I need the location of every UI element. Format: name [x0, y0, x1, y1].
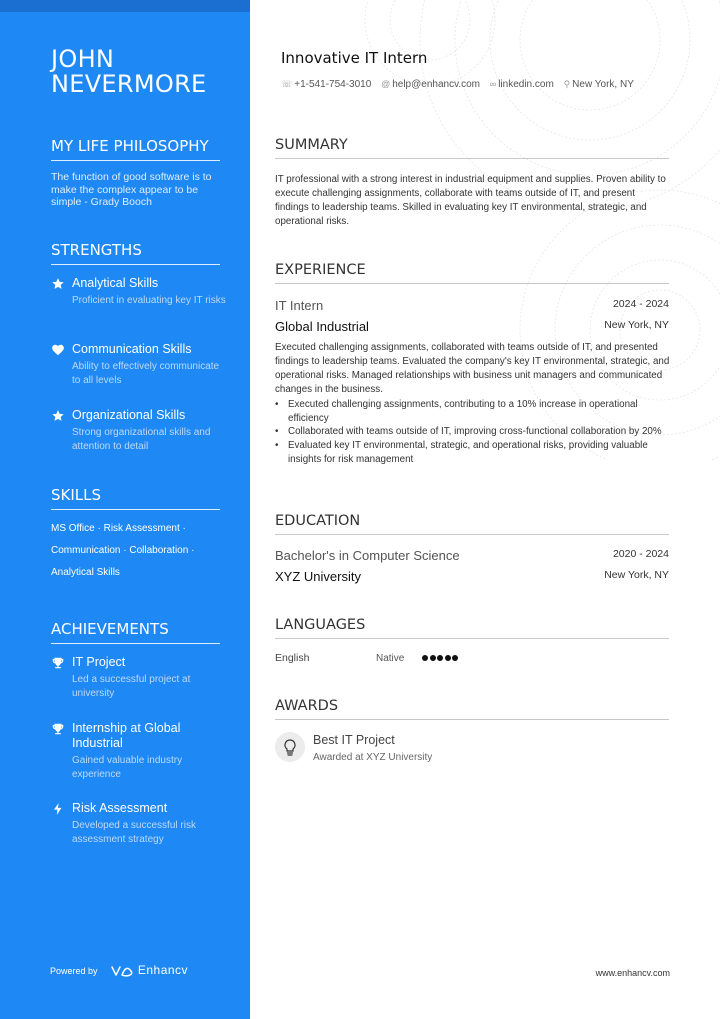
- contact-linkedin[interactable]: ∞ linkedin.com: [489, 79, 554, 90]
- contact-bar: [281, 79, 641, 90]
- strength-desc: Proficient in evaluating key IT risks: [72, 295, 226, 306]
- strength-desc: Strong organizational skills and attention to detail: [72, 427, 211, 452]
- sidebar: [0, 0, 250, 1019]
- proficiency-dot: [445, 655, 451, 661]
- contact-phone[interactable]: ☏ +1-541-754-3010: [281, 79, 372, 90]
- achievement-title: IT Project: [72, 655, 126, 669]
- achievement-title: Risk Assessment: [72, 801, 168, 815]
- skills-list: [51, 518, 226, 584]
- star-icon: [51, 277, 65, 291]
- skills-line: MS Office · Risk Assessment ·: [51, 523, 186, 534]
- list-item: • Executed challenging assignments, contributing to a 10% increase in operational efficiency: [275, 398, 671, 425]
- contact-location: ⚲ New York, NY: [563, 79, 634, 90]
- candidate-name: JOHN NEVERMORE: [51, 45, 207, 98]
- company-name: Global Industrial: [275, 319, 369, 334]
- job-description: Executed challenging assignments, collaborated with teams outside of IT, and presented findings to leadership teams. Evaluated the company's key IT environmental, strategic, and operational risks. Managed relationships with business unit managers and communicated changes in the business.: [275, 342, 670, 395]
- lightbulb-icon: [275, 732, 305, 762]
- strength-title: Analytical Skills: [72, 276, 159, 290]
- job-bullets: [275, 398, 671, 467]
- strength-desc: Ability to effectively communicate to all levels: [72, 361, 220, 386]
- strengths-title: STRENGTHS: [51, 241, 220, 265]
- headline: Innovative IT Intern: [281, 49, 428, 67]
- philosophy-text: The function of good software is to make the complex appear to be simple - Grady Booch: [51, 171, 212, 208]
- experience-title: EXPERIENCE: [275, 262, 669, 284]
- job-location: New York, NY: [604, 319, 669, 331]
- skills-line: Communication · Collaboration ·: [51, 545, 195, 556]
- philosophy-title: MY LIFE PHILOSOPHY: [51, 137, 220, 161]
- proficiency-dot: [452, 655, 458, 661]
- strength-title: Communication Skills: [72, 342, 192, 356]
- location-icon: ⚲: [563, 79, 571, 89]
- proficiency-dot: [422, 655, 428, 661]
- list-item: • Collaborated with teams outside of IT, improving cross-functional collaboration by 20%: [275, 425, 671, 439]
- trophy-icon: [51, 722, 65, 736]
- proficiency-dot: [430, 655, 436, 661]
- powered-by-label: Powered by: [50, 966, 98, 976]
- at-icon: @: [381, 79, 391, 89]
- awards-title: AWARDS: [275, 698, 669, 720]
- strength-title: Organizational Skills: [72, 408, 186, 422]
- language-name: English: [275, 652, 310, 664]
- star-icon: [51, 409, 65, 423]
- award-icon-circle: [275, 732, 305, 762]
- education-title: EDUCATION: [275, 513, 669, 535]
- school-location: New York, NY: [604, 569, 669, 581]
- languages-title: LANGUAGES: [275, 617, 669, 639]
- bolt-icon: [51, 802, 65, 816]
- language-proficiency-dots: [422, 652, 460, 664]
- proficiency-dot: [437, 655, 443, 661]
- sidebar-top-bar: [0, 0, 250, 12]
- main-content: [250, 0, 720, 1019]
- contact-email[interactable]: @ help@enhancv.com: [381, 79, 480, 90]
- award-desc: Awarded at XYZ University: [313, 752, 433, 763]
- brand-logo[interactable]: [110, 963, 188, 977]
- job-role: IT Intern: [275, 298, 324, 313]
- brand-name: Enhancv: [137, 963, 189, 977]
- skills-line: Analytical Skills: [51, 567, 120, 578]
- school-name: XYZ University: [275, 569, 361, 584]
- link-icon: ∞: [489, 79, 497, 89]
- job-dates: 2024 - 2024: [612, 298, 669, 310]
- achievement-desc: Led a successful project at university: [72, 674, 191, 699]
- degree: Bachelor's in Computer Science: [275, 548, 460, 563]
- enhancv-logo-icon: [110, 965, 134, 977]
- list-item: • Evaluated key IT environmental, strategic, and operational risks, providing valuable insights for risk management: [275, 439, 671, 466]
- award-title: Best IT Project: [313, 733, 395, 747]
- trophy-icon: [51, 656, 65, 670]
- footer-site-link[interactable]: www.enhancv.com: [595, 968, 670, 978]
- achievement-desc: Gained valuable industry experience: [72, 755, 183, 780]
- education-dates: 2020 - 2024: [612, 548, 669, 560]
- skills-title: SKILLS: [51, 486, 220, 510]
- achievement-title: Internship at Global Industrial: [72, 721, 181, 750]
- language-level: Native: [376, 653, 405, 664]
- summary-title: SUMMARY: [275, 137, 669, 159]
- summary-text: IT professional with a strong interest in industrial equipment and supplies. Proven ability to execute challenging assignments, collaborate with teams outside of IT, and present findings to leadership teams. Skilled in evaluating key IT environmental, strategic, and operational risks.: [275, 174, 666, 227]
- phone-icon: ☏: [281, 79, 293, 89]
- heart-icon: [51, 343, 65, 357]
- achievements-title: ACHIEVEMENTS: [51, 620, 220, 644]
- achievement-desc: Developed a successful risk assessment strategy: [72, 820, 196, 845]
